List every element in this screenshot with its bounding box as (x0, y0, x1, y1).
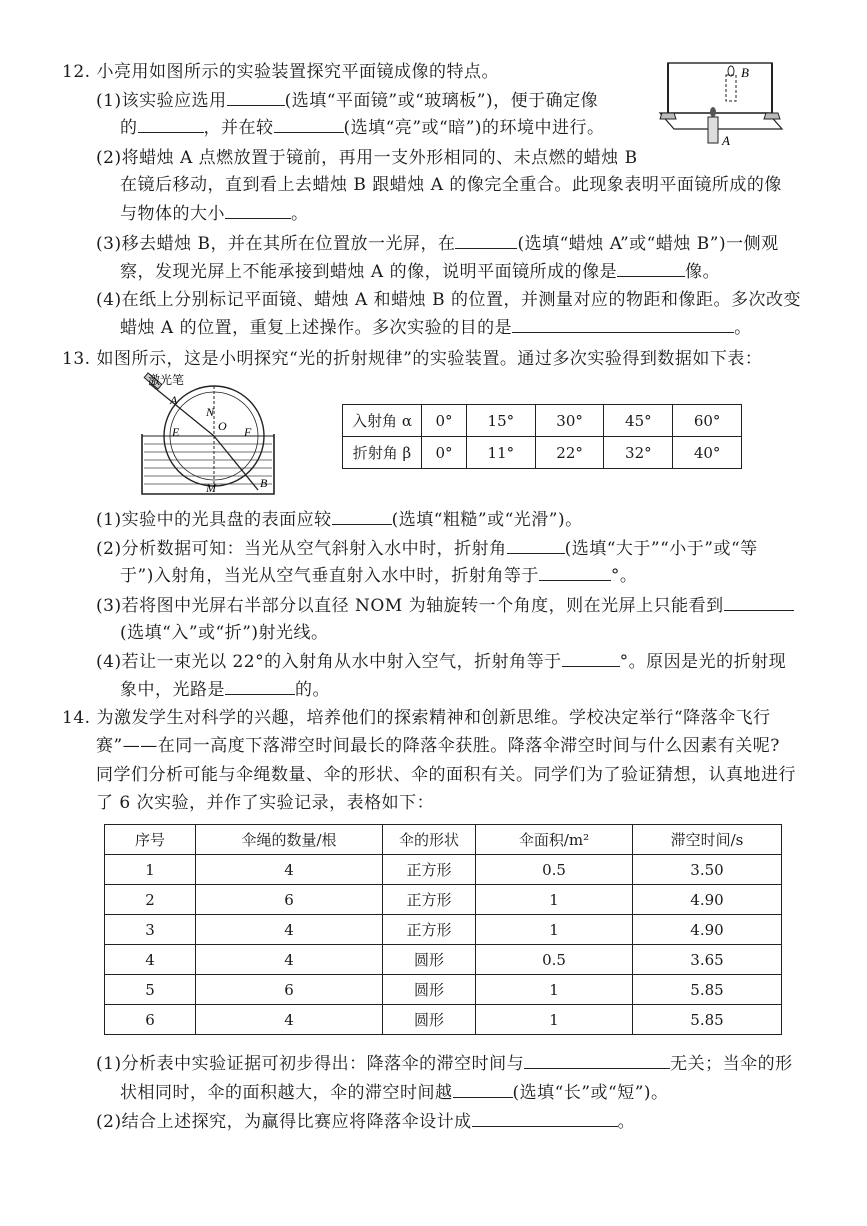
q14-stem-line1: 14. 为激发学生对科学的兴趣，培养他们的探索精神和创新思维。学校决定举行“降落伞飞行 (62, 708, 771, 728)
table-row: 折射角 β 0° 11° 22° 32° 40° (343, 437, 742, 469)
table-row: 4 4 圆形 0.5 3.65 (105, 945, 782, 975)
q12-part2-cont: 在镜后移动，直到看上去蜡烛 B 跟蜡烛 A 的像完全重合。此现象表明平面镜所成的像 (120, 175, 782, 195)
answer-blank[interactable] (274, 114, 344, 133)
q14-stem-line2: 赛”——在同一高度下落滞空时间最长的降落伞获胜。降落伞滞空时间与什么因素有关呢? (96, 736, 780, 756)
answer-blank[interactable] (138, 114, 204, 133)
table-row: 入射角 α 0° 15° 30° 45° 60° (343, 405, 742, 437)
q14-part1: (1)分析表中实验证据可初步得出：降落伞的滞空时间与 无关；当伞的形 (96, 1050, 793, 1077)
point-f-label: F (244, 425, 252, 439)
answer-blank[interactable] (227, 87, 285, 106)
answer-blank[interactable] (524, 1050, 670, 1069)
q14-stem-line4: 了 6 次实验，并作了实验记录，表格如下： (96, 793, 435, 813)
q12-stem: 12. 小亮用如图所示的实验装置探究平面镜成像的特点。 (62, 62, 499, 82)
q12-part2: (2)将蜡烛 A 点燃放置于镜前，再用一支外形相同的、未点燃的蜡烛 B (96, 148, 638, 168)
q13-part1: (1)实验中的光具盘的表面应较 (选填“粗糙”或“光滑”)。 (96, 506, 583, 533)
q13-part3: (3)若将图中光屏右半部分以直径 NOM 为轴旋转一个角度，则在光屏上只能看到 (96, 592, 794, 619)
q13-part3-cont: (选填“入”或“折”)射光线。 (120, 623, 329, 643)
answer-blank[interactable] (225, 200, 291, 219)
point-m-label: M (206, 481, 216, 495)
point-o-label: O (218, 419, 227, 433)
laser-pen-label: 激光笔 (148, 373, 185, 387)
q14-part1-cont: 状相同时，伞的面积越大，伞的滞空时间越 (选填“长”或“短”)。 (120, 1079, 669, 1106)
q14-part2: (2)结合上述探究，为赢得比赛应将降落伞设计成 。 (96, 1108, 635, 1135)
answer-blank[interactable] (617, 258, 685, 277)
table-row: 2 6 正方形 1 4.90 (105, 885, 782, 915)
table-header-row: 序号 伞绳的数量/根 伞的形状 伞面积/m² 滞空时间/s (105, 825, 782, 855)
point-a-label: A (170, 393, 178, 407)
answer-blank[interactable] (332, 506, 392, 525)
table-row: 6 4 圆形 1 5.85 (105, 1005, 782, 1035)
answer-blank[interactable] (539, 562, 611, 581)
answer-blank[interactable] (225, 676, 295, 695)
table-row: 5 6 圆形 1 5.85 (105, 975, 782, 1005)
point-n-label: N (206, 405, 215, 419)
table-row: 3 4 正方形 1 4.90 (105, 915, 782, 945)
point-b-label: B (260, 476, 268, 490)
q13-part4: (4)若让一束光以 22°的入射角从水中射入空气，折射角等于 °。原因是光的折射现 (96, 648, 786, 675)
q12-part4-cont: 蜡烛 A 的位置，重复上述操作。多次实验的目的是 。 (120, 314, 752, 341)
q13-part2: (2)分析数据可知：当光从空气斜射入水中时，折射角 (选填“大于”“小于”或“等 (96, 535, 758, 562)
q12-part3-cont: 察，发现光屏上不能承接到蜡烛 A 的像，说明平面镜所成的像是 像。 (120, 258, 720, 285)
answer-blank[interactable] (472, 1108, 618, 1127)
q12-part3: (3)移去蜡烛 B，并在其所在位置放一光屏，在 (选填“蜡烛 A”或“蜡烛 B”)一侧观 (96, 230, 779, 257)
refraction-apparatus-figure (140, 372, 280, 500)
q14-stem-line3: 同学们分析可能与伞绳数量、伞的形状、伞的面积有关。同学们为了验证猜想，认真地进行 (96, 765, 796, 785)
q12-part1-cont: 的 ，并在较 (选填“亮”或“暗”)的环境中进行。 (120, 114, 605, 141)
answer-blank[interactable] (453, 1079, 513, 1098)
answer-blank[interactable] (562, 648, 620, 667)
plane-mirror-apparatus-figure (650, 55, 785, 150)
q12-part1: (1)该实验应选用 (选填“平面镜”或“玻璃板”)，便于确定像 (96, 87, 598, 114)
q13-part2-cont: 于”)入射角，当光从空气垂直射入水中时，折射角等于 °。 (120, 562, 637, 589)
answer-blank[interactable] (455, 230, 517, 249)
candle-a-label: A (722, 133, 730, 148)
answer-blank[interactable] (507, 535, 565, 554)
q12-part2-end: 与物体的大小 。 (120, 200, 309, 227)
table-row: 1 4 正方形 0.5 3.50 (105, 855, 782, 885)
parachute-data-table (104, 824, 782, 1035)
answer-blank[interactable] (512, 314, 734, 333)
q13-part4-cont: 象中，光路是 的。 (120, 676, 330, 703)
q13-stem: 13. 如图所示，这是小明探究“光的折射规律”的实验装置。通过多次实验得到数据如下表： (62, 349, 763, 369)
refraction-data-table (342, 404, 742, 469)
point-e-label: E (172, 425, 180, 439)
answer-blank[interactable] (724, 592, 794, 611)
q12-part4: (4)在纸上分别标记平面镜、蜡烛 A 和蜡烛 B 的位置，并测量对应的物距和像距。多次改变 (96, 290, 801, 310)
candle-b-label: B (741, 65, 749, 80)
